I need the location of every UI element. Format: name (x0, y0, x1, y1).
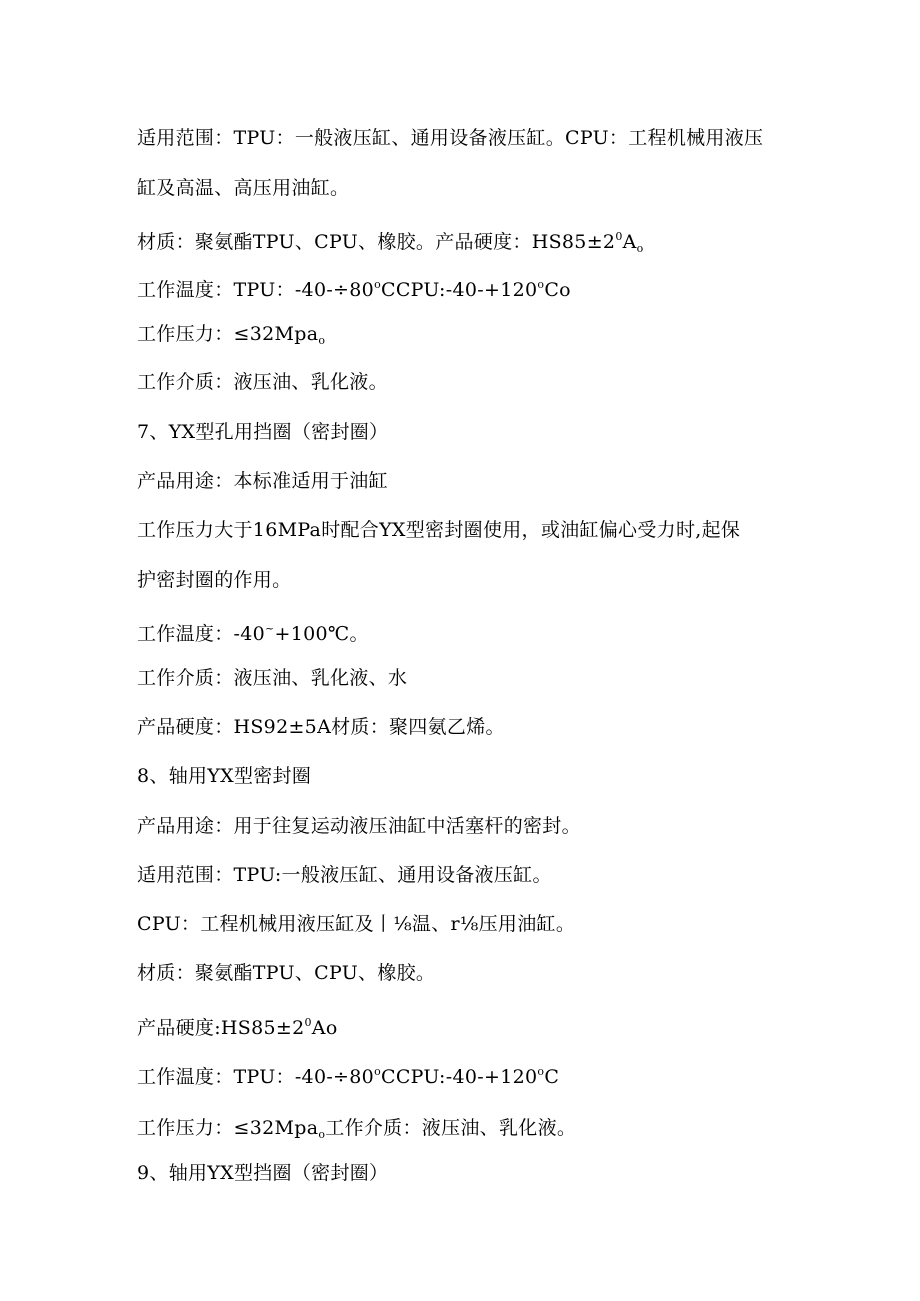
subscript: o (636, 242, 644, 255)
superscript: o (374, 278, 381, 291)
subscript: o (318, 1128, 326, 1141)
superscript: ~ (265, 622, 275, 635)
line-text: 缸及高温、高压用油缸。 (137, 177, 350, 199)
line-text: 工作温度：TPU：-40-÷80 (137, 279, 375, 301)
text-line (137, 1116, 576, 1147)
section-heading (137, 1161, 388, 1185)
text-line (137, 370, 388, 394)
line-text: 7、YX型孔用挡圈（密封圈） (137, 421, 389, 443)
text-line (137, 322, 325, 353)
line-tail: CCPU:-40-+120 (381, 1066, 538, 1088)
line-text: 产品用途：本标准适用于油缸 (137, 470, 388, 492)
line-text: CPU：工程机械用液压缸及丨⅛温、r⅛压用油缸。 (137, 913, 576, 935)
text-line (137, 863, 552, 887)
line-tail: A (622, 231, 637, 253)
line-text: 材质：聚氨酯TPU、CPU、橡胶。 (137, 962, 436, 984)
line-tail: +100℃。 (274, 623, 369, 645)
line-tail: Co (544, 279, 571, 301)
text-line (137, 176, 349, 200)
line-text: 工作介质：液压油、乳化液。 (137, 371, 388, 393)
text-line (137, 1011, 338, 1040)
line-text: 适用范围：TPU:一般液压缸、通用设备液压缸。 (137, 864, 552, 886)
line-text: 适用范围：TPU：一般液压缸、通用设备液压缸。CPU：工程机械用液压 (137, 127, 764, 149)
subscript: o (318, 334, 326, 347)
text-line (137, 617, 369, 646)
text-line (137, 568, 291, 592)
text-line (137, 273, 571, 302)
text-line (137, 814, 581, 838)
superscript: 0 (304, 1016, 312, 1029)
line-text: 产品硬度：HS92±5A材质：聚四氨乙烯。 (137, 716, 505, 738)
superscript: o (374, 1065, 381, 1078)
line-text: 材质：聚氨酯TPU、CPU、橡胶。产品硬度：HS85±2 (137, 231, 616, 253)
superscript: o (537, 1065, 545, 1078)
line-tail: 工作介质：液压油、乳化液。 (325, 1117, 577, 1139)
line-text: 护密封圈的作用。 (137, 569, 292, 591)
line-tail: Ao (311, 1017, 338, 1039)
text-line (137, 715, 505, 739)
line-text: 9、轴用YX型挡圈（密封圈） (137, 1162, 389, 1184)
superscript: 0 (615, 230, 623, 243)
line-text: 工作温度：TPU：-40-÷80 (137, 1066, 375, 1088)
text-line (137, 666, 407, 690)
section-heading (137, 764, 311, 788)
text-line (137, 225, 644, 261)
text-line (137, 518, 740, 542)
line-text: 8、轴用YX型密封圈 (137, 765, 312, 787)
line-text: 工作温度：-40 (137, 623, 265, 645)
superscript: o (537, 278, 545, 291)
section-heading (137, 420, 388, 444)
line-text: 工作压力：≤32Mpa (137, 1117, 319, 1139)
text-line (137, 126, 763, 150)
line-text: 产品用途：用于往复运动液压油缸中活塞杆的密封。 (137, 815, 581, 837)
text-line (137, 469, 388, 493)
text-line (137, 961, 435, 985)
line-tail: C (544, 1066, 560, 1088)
text-line (137, 1060, 559, 1089)
line-text: 工作压力：≤32Mpa (137, 323, 319, 345)
line-text: 产品硬度:HS85±2 (137, 1017, 305, 1039)
text-line (137, 912, 575, 936)
line-text: 工作压力大于16MPa时配合YX型密封圈使用，或油缸偏心受力时,起保 (137, 519, 741, 541)
line-tail: CCPU:-40-+120 (381, 279, 538, 301)
line-text: 工作介质：液压油、乳化液、水 (137, 667, 408, 689)
